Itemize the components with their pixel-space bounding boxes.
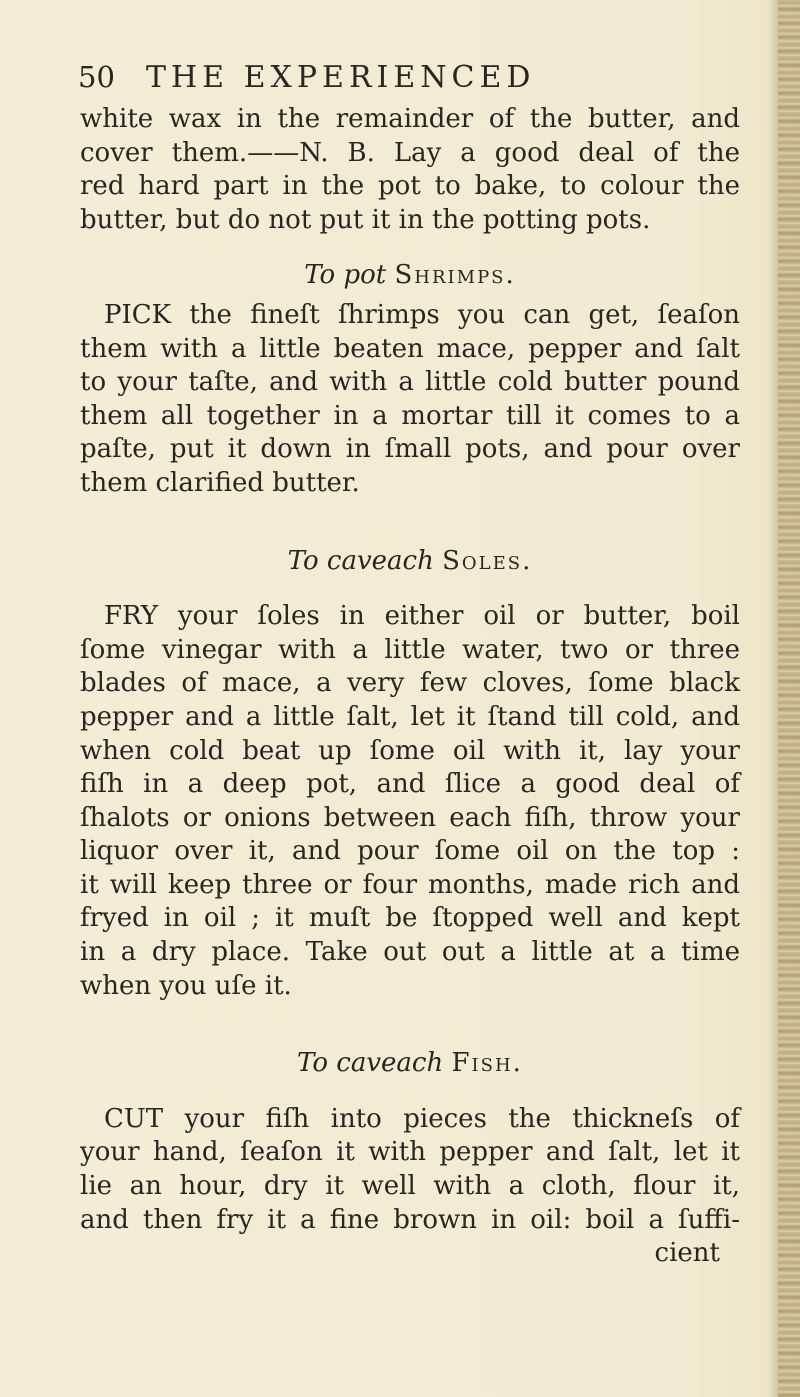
text-line: FRY your ſoles in either oil or butter, boil [104, 601, 740, 632]
text-line: paſte, put it down in ſmall pots, and pour over [80, 434, 740, 465]
text-line: PICK the fineſt ſhrimps you can get, ſeaſon [104, 299, 740, 330]
heading-smallcaps: Shrimps. [394, 260, 516, 291]
text-line: them all together in a mortar till it comes to a [80, 400, 740, 431]
paragraph-potting-note [80, 103, 740, 237]
page-edge [778, 0, 800, 1397]
text-line: ſhalots or onions between each fiſh, throw your [80, 802, 740, 833]
heading-smallcaps: Soles. [442, 545, 533, 576]
heading-smallcaps: Fish. [451, 1048, 523, 1079]
text-line: cover them.——N. B. Lay a good deal of the [80, 137, 740, 168]
text-line: your hand, ſeaſon it with pepper and ſalt, let it [80, 1137, 740, 1168]
text-line: butter, but do not put it in the potting pots. [80, 204, 651, 235]
catchword: cient [654, 1238, 720, 1269]
text-line: when cold beat up ſome oil with it, lay your [80, 735, 740, 766]
body-text [80, 103, 740, 1271]
paragraph-caveach-fish [80, 1103, 740, 1237]
text-line: CUT your fiſh into pieces the thickneſs of [104, 1103, 740, 1134]
text-line: it will keep three or four months, made rich and [80, 869, 740, 900]
heading-italic: To pot [304, 260, 387, 291]
paragraph-pot-shrimps [80, 299, 740, 501]
text-line: red hard part in the pot to bake, to colour the [80, 171, 740, 202]
text-line: and then fry it a fine brown in oil: boil a ſuffi- [80, 1204, 740, 1235]
recipe-heading-shrimps [80, 259, 740, 293]
text-line: blades of mace, a very few cloves, ſome black [80, 668, 740, 699]
text-line: pepper and a little ſalt, let it ſtand till cold, and [80, 701, 740, 732]
heading-italic: To caveach [287, 545, 434, 576]
text-line: fiſh in a deep pot, and ſlice a good deal of [80, 769, 740, 800]
text-line: when you uſe it. [80, 970, 292, 1001]
paragraph-caveach-soles [80, 600, 740, 1003]
recipe-heading-soles [80, 545, 740, 579]
page-header [78, 60, 718, 100]
page-number: 50 [78, 60, 115, 94]
recipe-heading-fish [80, 1047, 740, 1081]
running-head: THE EXPERIENCED [146, 60, 536, 95]
page-edge-shadow [768, 0, 778, 1397]
text-line: ſome vinegar with a little water, two or three [80, 634, 740, 665]
text-line: lie an hour, dry it well with a cloth, flour it, [80, 1171, 740, 1202]
text-line: them with a little beaten mace, pepper and ſalt [80, 333, 740, 364]
text-line: to your taſte, and with a little cold butter pound [80, 367, 740, 398]
heading-italic: To caveach [297, 1048, 444, 1079]
text-line: them clarified butter. [80, 467, 360, 498]
text-line: white wax in the remainder of the butter, and [80, 104, 740, 134]
text-line: liquor over it, and pour ſome oil on the top : [80, 836, 740, 867]
text-line: in a dry place. Take out out a little at a time [80, 937, 740, 968]
text-line: fryed in oil ; it muſt be ſtopped well and kept [80, 903, 740, 934]
